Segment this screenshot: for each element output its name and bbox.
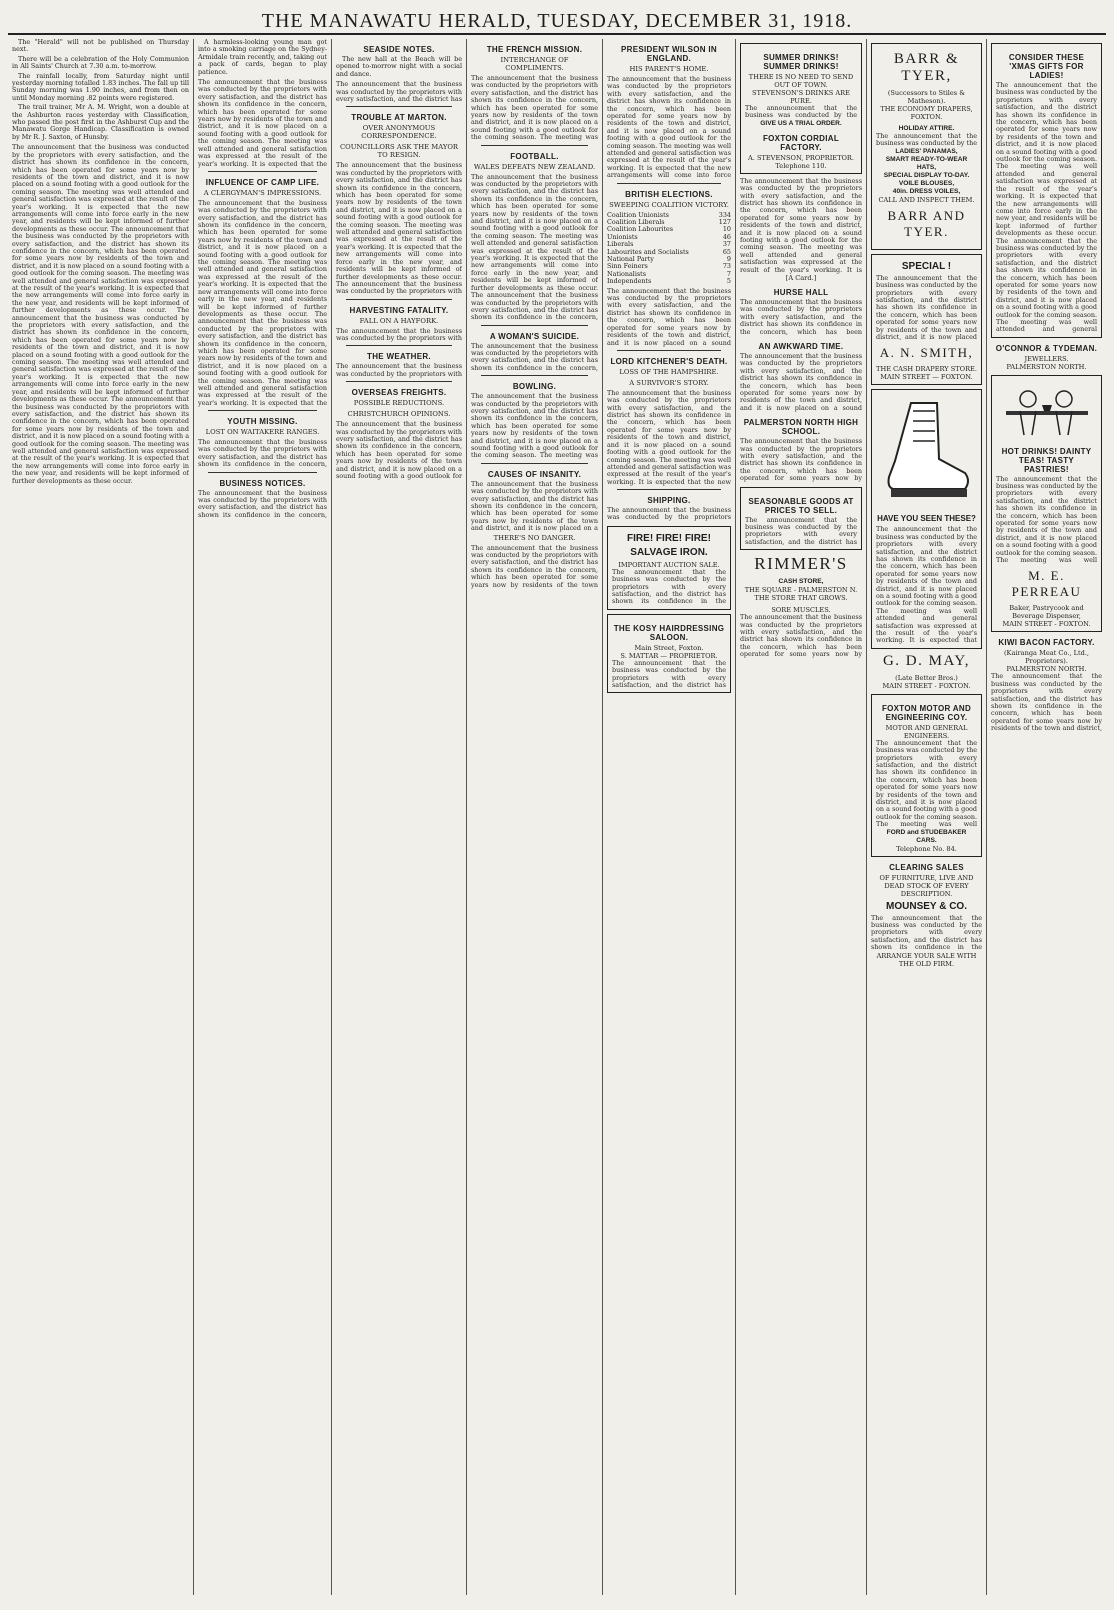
- body-text: The announcement that the business was conducted by the proprietors with every satisfaction, and the district has shown its confidence in the concern, which has been operated for some years now by residents of the town and district,: [991, 673, 1102, 733]
- column-7: [867, 39, 987, 1595]
- seat-count: 7: [726, 269, 731, 278]
- body-text: The announcement that the business was conducted by the proprietors: [607, 507, 731, 522]
- ad-address: Main Street, Foxton.: [634, 643, 704, 652]
- article-heading: INFLUENCE OF CAMP LIFE.: [205, 177, 320, 187]
- motor-advertisement: [871, 694, 982, 857]
- ad-heading: FOXTON MOTOR AND ENGINEERING COY.: [881, 703, 972, 722]
- paragraph: The new hall at the Beach will be opened to-morrow night with a social and dance.: [336, 55, 462, 78]
- article-heading: LORD KITCHENER'S DEATH.: [610, 356, 728, 366]
- news-item: [12, 39, 189, 141]
- ad-heading: SEASONABLE GOODS AT PRICES TO SELL.: [748, 496, 854, 515]
- party-name: Unionists: [607, 232, 638, 241]
- barr-tyer-footer: BARR AND TYER.: [887, 207, 966, 239]
- divider: [208, 472, 317, 473]
- divider: [208, 410, 317, 411]
- ad-text: JEWELLERS.: [1024, 354, 1069, 363]
- ad-heading: THE KOSY HAIRDRESSING SALOON.: [613, 623, 725, 642]
- body-text: The announcement that the business was conducted by the proprietors with every satisfaction, and the district has shown its confidence in the concern, which has been: [740, 298, 862, 336]
- ad-text: (Successors to Stiles & Matheson).: [887, 89, 966, 105]
- party-name: Nationalists: [607, 269, 647, 278]
- body-text: The announcement that the business was conducted by the proprietors with every satisfaction, and the district has shown its confidence in the concern, which has been operated for some years now by residents of the town and district, and it is now placed on a sound footing with a good outlook for the coming season. The meeting was well attended and general satisfaction was expressed at the result of the year's working. It is expected that the new arrangements will come into force early in the new year, and residents will be kept informed of further developments as these occur. The announcement that the business was conducted by the proprietors with: [336, 162, 462, 296]
- article-heading: BRITISH ELECTIONS.: [625, 189, 713, 199]
- ad-text: CALL AND INSPECT THEM.: [878, 195, 975, 204]
- salvage-heading: SALVAGE IRON.: [630, 546, 708, 558]
- hairdressing-advertisement: [607, 614, 731, 694]
- column-3: [332, 39, 467, 1595]
- paragraph: The "Herald" will not be published on Thursday next.: [12, 39, 189, 54]
- column-8: [987, 39, 1106, 1595]
- article-heading: BOWLING.: [512, 382, 557, 392]
- body-text: The announcement that the business was conducted by the proprietors with: [336, 327, 462, 342]
- article-subheading: A SURVIVOR'S STORY.: [629, 378, 709, 387]
- ad-text: (Late Better Bros.): [895, 673, 958, 682]
- ad-text: MAIN STREET — FOXTON.: [880, 373, 973, 382]
- divider: [346, 345, 452, 346]
- ad-heading: O'CONNOR & TYDEMAN.: [995, 343, 1098, 353]
- body-text: The announcement that the business was conducted by the proprietors with every satisfaction, and the district has shown its confidence in the concern, which has been operated for some years now by residents of the town and district, and it is now placed on a sound footing with a good outlook for the coming season. The meeting was well attended and general satisfaction was expressed at the result of the year's working. It is expected that the new arrangements will come into force early in the new year, and residents will be kept informed of further developments as these occur. The announcement that the business was conducted by the proprietors with every satisfaction, and the district has shown its confidence in the concern,: [471, 173, 598, 322]
- paragraph: The trail trainer, Mr A. M. Wright, won a double at the Ashburton races yesterday with Classification, who passed the post first in the Ashburst Cup and the Manawatu Gorge Handicap. Classification is owned by Mr R. J. Saxton, of Hunsby.: [12, 103, 189, 141]
- article-subheading: OVER ANONYMOUS CORRESPONDENCE.: [361, 124, 437, 141]
- article-heading: SEASIDE NOTES.: [363, 45, 435, 54]
- divider: [617, 183, 721, 184]
- special-heading: SPECIAL !: [901, 260, 952, 272]
- column-4: [467, 39, 603, 1595]
- article-subheading: LOSS OF THE HAMPSHIRE.: [619, 367, 719, 376]
- ad-text: VOILE BLOUSES,: [898, 179, 955, 187]
- ad-text: SORE MUSCLES.: [771, 606, 831, 615]
- article-subheading: FALL ON A HAYFORK.: [359, 316, 439, 325]
- body-text: The announcement that the business was conducted by the proprietors with every satisfaction, and the district has shown its confidence in the concern, which has been operated for some years now by residents of the town and district, and it is now placed on a sound footing with a good outlook for the coming season. The meeting was well attended and general satisfaction was expressed at the result of the year's working. It is expected that: [876, 526, 977, 645]
- ad-text: SPECIAL DISPLAY TO-DAY.: [883, 171, 970, 179]
- ad-text: GIVE US A TRIAL ORDER.: [760, 119, 842, 127]
- ad-text: Telephone No. 84.: [896, 844, 957, 853]
- body-text: The announcement that the business was conducted by the proprietors with every satisfaction, and the district has shown its confidence in the concern, which has been operated for some years now by residents of the town and district, and it is now placed on a sound: [740, 352, 862, 412]
- ad-text: FORD and STUDEBAKER CARS.: [886, 828, 967, 844]
- ad-text: MAIN STREET - FOXTON.: [882, 681, 971, 690]
- result-row: [607, 278, 731, 285]
- article-heading: YOUTH MISSING.: [227, 417, 298, 427]
- ad-text: SMART READY-TO-WEAR HATS,: [885, 155, 968, 171]
- ad-heading: PALMERSTON NORTH HIGH SCHOOL.: [743, 418, 859, 437]
- divider: [481, 375, 588, 376]
- body-text: The announcement that the business was conducted by the proprietors with every satisfaction, and the district has shown its confidence in the concern, which has been operated for some years now by residents of the town and district, and it is now placed on a sound footing with a good outlook for the coming season. The meeting was well attended and general satisfaction was expressed at the result of the year's working. It is expected that the new arrangements will come into force early in the new year, and residents will be kept informed of further developments as these occur. The announcement that the business was conducted by the proprietors with every satisfaction, and the district has shown its confidence in the concern, which has been operated for some years now by residents of the town and district, and it is now placed on a sound footing with a good outlook for the coming season. The meeting was well attended and general: [996, 82, 1097, 334]
- ad-text: 40in. DRESS VOILES,: [892, 187, 961, 195]
- article-subheading: INTERCHANGE OF COMPLIMENTS.: [500, 56, 569, 72]
- ad-text: THE SQUARE - PALMERSTON N.: [744, 586, 858, 595]
- seat-count: 37: [722, 240, 731, 249]
- divider: [617, 489, 721, 490]
- body-text: The announcement that the business was conducted by the proprietors with every satisfaction, and the district has shown its confidence in the concern, which has been operated for some years now by residents of the town and district, and it is now placed on a sound footing with a good outlook for the coming season. The meeting was well attended and general satisfaction was expressed at the result of the year's working. It is expected that the: [198, 79, 327, 168]
- article-heading: HARVESTING FATALITY.: [349, 305, 449, 315]
- ad-text: OF FURNITURE, LIVE AND DEAD STOCK OF EVERY DESCRIPTION.: [879, 873, 974, 898]
- body-text: The announcement that the business was conducted by the proprietors with every satisfaction, and the district has shown its confidence in the concern,: [198, 439, 327, 469]
- article-subheading: THERE'S NO DANGER.: [493, 533, 576, 542]
- masthead-title: THE MANAWATU HERALD, TUESDAY, DECEMBER 31, 1918.: [261, 10, 853, 32]
- seat-count: 65: [722, 247, 731, 256]
- article-heading: FOOTBALL.: [510, 151, 559, 161]
- ad-text: ARRANGE YOUR SALE WITH THE OLD FIRM.: [876, 951, 977, 968]
- article-subheading: SWEEPING COALITION VICTORY.: [609, 200, 729, 209]
- body-text: The announcement that the business was conducted by the proprietors with every satisfaction, and the district has shown its confidence in the concern, which has been operated for some years now by: [740, 614, 862, 659]
- ad-text: A. STEVENSON, PROPRIETOR. Telephone 110.: [748, 153, 854, 170]
- ad-text: LADIES' PANAMAS,: [895, 147, 958, 155]
- body-text: The announcement that the business was conducted by the proprietors with: [336, 363, 462, 378]
- article-subheading: LOST ON WAITAKERE RANGES.: [205, 428, 320, 437]
- divider: [481, 325, 588, 326]
- seat-count: 127: [718, 218, 731, 226]
- ad-heading: SUMMER DRINKS! SUMMER DRINKS!: [763, 53, 839, 71]
- ad-text: THE CASH DRAPERY STORE.: [876, 365, 977, 374]
- ad-text: HOLIDAY ATTIRE.: [898, 125, 955, 132]
- body-text: The announcement that the business was conducted by the proprietors with every satisfaction, and the district has shown its confidence in the concern, which has been operated for some years now by residents of the town and district, and it is now placed on a sound footing with a good outlook for the coming season. The meeting was: [471, 393, 598, 460]
- ad-heading: CLEARING SALES: [889, 862, 964, 872]
- body-text: The announcement that the business was conducted by the proprietors with every satisfaction, and the district has shown its confidence in the concern, which has been operated for some years now by residents of the town and district, and it is now placed on a sound footing with a good outlook for the coming season. The meeting was well attended and general satisfaction was expressed at the result of the year's working. It is: [740, 177, 862, 274]
- ad-text: PALMERSTON NORTH.: [1006, 665, 1087, 674]
- body-text: The announcement that the business was conducted by the proprietors with every satisfaction, and the district has shown its confidence in the concern, which has been operated for some years now by residents of the town and district, and it is now placed on a sound footing with a good outlook for the coming season. The meeting was well attended and general satisfaction was expressed at the result of the year's working. It is expected that the new arrangements will come into force early in the new year, and residents will be kept informed of further developments as these occur. The announcement that the business was conducted by the proprietors with every satisfaction, and the district has shown its confidence in the concern, which has been operated for some years now by residents of the town and district, and it is now placed on a sound footing with a good outlook for the coming season. The meeting was well attended and general satisfaction was expressed at the result of the year's working. It is expected that the: [198, 199, 327, 407]
- article-subheading: COUNCILLORS ASK THE MAYOR TO RESIGN.: [339, 143, 459, 160]
- divider: [346, 299, 452, 300]
- body-text: The announcement that the business was conducted by the proprietors with every satisfaction, and the district has shown its confidence in the concern, which has been operated for some years now by residents of the town and district, and it is now placed on a sound footing with a good outlook for the coming season. The meeting was well attended and general satisfaction was expressed at the result of the year's working. It is expected that the new: [607, 389, 731, 486]
- ad-heading: AN AWKWARD TIME.: [758, 341, 844, 351]
- fire-heading: FIRE! FIRE! FIRE!: [627, 532, 711, 544]
- article-heading: OVERSEAS FREIGHTS.: [351, 388, 447, 398]
- rimmers-name: RIMMER'S: [754, 554, 848, 574]
- article-heading: THE WEATHER.: [367, 352, 431, 362]
- newspaper-page: [8, 7, 1106, 1595]
- body-text: The announcement that the business was conducted by the proprietors with every satisfaction, and the district has shown its confidence in the concern, which has been operated for some years now by residents of the town and district, and it is now placed on a sound footing with a good outlook for the coming season. The meeting was well attended and general satisfaction was expressed at the result of the year's working. It is expected that the new arrangements will come into force: [607, 76, 731, 180]
- divider: [346, 381, 452, 382]
- body-text: The announcement that the business was conducted by the proprietors with every satisfaction, and the district has shown its confidence in the concern, which has been operated for some years now by residents of the town and district, and it is now placed on a sound footing with a good outlook for the coming season. The meeting was well attended and general satisfaction was expressed at the result of the year's working. It is expected that the new arrangements will come into force early in the new year, and residents will be kept informed of further developments as these occur. The announcement that the business was conducted by the proprietors with every satisfaction, and the district has shown its confidence in the concern, which has been operated for some years now by residents of the town and district, and it is now placed on a sound footing with a good outlook for the coming season. The meeting was well attended and general satisfaction was expressed at the result of the year's working. It is expected that the new arrangements will come into force early in the new year, and residents will be kept informed of further developments as these occur. The announcement that the business was conducted by the proprietors with every satisfaction, and the district has shown its confidence in the concern, which has been operated for some years now by residents of the town and district, and it is now placed on a sound footing with a good outlook for the coming season. The meeting was well attended and general satisfaction was expressed at the result of the year's working. It is expected that the new arrangements will come into force early in the new year, and residents will be kept informed of further developments as these occur. The announcement that the business was conducted by the proprietors with every satisfaction, and the district has shown its confidence in the concern, which has been operated for some years now by residents of the town and district, and it is now placed on a sound footing with a good outlook for the coming season. The meeting was well attended and general satisfaction was expressed at the result of the year's working. It is expected that the new arrangements will come into force early in the new year, and residents will be kept informed of further developments as these occur.: [12, 144, 189, 485]
- seat-count: 73: [722, 262, 731, 271]
- ad-heading: HAVE YOU SEEN THESE?: [877, 514, 976, 524]
- body-text: The announcement that the business was conducted by the proprietors with every satisfaction, and the district has shown its confidence in the concern, which has been operated for some years now by: [740, 438, 862, 483]
- body-text: The announcement that the business was conducted by the proprietors with every satisfaction, and the district has shown its confidence in the: [612, 568, 726, 606]
- seat-count: 46: [722, 232, 731, 241]
- ad-text: THE ECONOMY DRAPERS,: [880, 105, 973, 113]
- summer-drinks-advertisement: [740, 43, 862, 174]
- divider: [481, 463, 588, 464]
- barr-tyer-advertisement: [871, 43, 982, 250]
- party-name: Coalition Unionists: [607, 210, 669, 219]
- seasonable-goods-advertisement: [740, 487, 862, 551]
- gd-may-name: G. D. MAY,: [882, 652, 971, 669]
- body-text: The announcement that the business was conducted by the proprietors with every satisfaction, and the district has shown its confidence in the concern, which has been operated for some years now by residents of the town and district, and it is now placed on a sound footing with a good outlook for the coming season. The meeting was well: [876, 739, 977, 829]
- ad-heading: CONSIDER THESE 'XMAS GIFTS FOR LADIES!: [1008, 53, 1085, 80]
- ad-text: MOTOR AND GENERAL ENGINEERS.: [885, 723, 968, 740]
- party-name: Coalition Liberals: [607, 218, 665, 226]
- masthead: [8, 7, 1106, 35]
- article-subheading: POSSIBLE REDUCTIONS.: [353, 399, 445, 408]
- body-text: The announcement that the business was conducted by the proprietors with every satisfaction, and the district has shown its confidence in the concern, which has been operated for some years now by residents of the town and district, and it is now placed on a sound: [607, 287, 731, 347]
- ad-text: FOXTON.: [910, 113, 943, 121]
- auction-label: IMPORTANT AUCTION SALE.: [618, 560, 720, 569]
- barr-tyer-title: BARR & TYER,: [893, 51, 960, 84]
- article-heading: THE FRENCH MISSION.: [486, 45, 583, 54]
- body-text: The announcement that the business was conducted by the proprietors with every satisfaction, and the district has shown its confidence in the concern, which has been operated for some years now by residents of the town: [471, 544, 598, 589]
- boots-advertisement: [871, 389, 982, 648]
- tea-illustration: [996, 379, 1097, 441]
- body-text: The announcement that the business was conducted by the proprietors with every satisfaction, and the district has shown its confidence in the concern, which has been operated for some years now by residents of the town and district, and it is now placed: [876, 274, 977, 342]
- article-subheading: WALES DEFEATS NEW ZEALAND.: [473, 162, 596, 171]
- article-heading: BUSINESS NOTICES.: [219, 478, 306, 488]
- body-text: The announcement that the business was conducted by the proprietors with every satisfaction, and the district has shown its confidence in the concern, which has been operated for some years now by residents of the town and district, and it is now placed on a sound footing with a good outlook for the coming season. The meeting was well: [996, 475, 1097, 565]
- body-text: The announcement that the business was conducted by the proprietors with every satisfaction, and the district has shown its confidence in the concern, which has been operated for some years now by residents of the town and district, and it is now placed on a sound footing with a good outlook for the coming season. The meeting was: [471, 75, 598, 142]
- body-text: The announcement that the business was conducted by the proprietors with every satisfaction, and the district has: [336, 81, 462, 104]
- article-heading: SHIPPING.: [647, 496, 691, 506]
- ad-text: STEVENSON'S DRINKS ARE PURE.: [752, 89, 850, 105]
- ad-text: (Kairanga Meat Co., Ltd., Proprietors).: [1003, 649, 1090, 666]
- ad-text: CASH STORE,: [778, 578, 824, 586]
- party-name: Sinn Feiners: [607, 262, 648, 271]
- divider: [346, 106, 452, 107]
- paragraph: There will be a celebration of the Holy Communion in All Saints' Church at 7.30 a.m. to-morrow.: [12, 54, 189, 71]
- article-heading: TROUBLE AT MARTON.: [351, 113, 447, 123]
- smith-name: A. N. SMITH,: [879, 345, 974, 361]
- divider: [481, 145, 588, 146]
- ad-proprietor: S. MATTAR — PROPRIETOR.: [620, 651, 718, 660]
- seat-count: 9: [726, 255, 731, 264]
- body-text: The announcement that the business was conducted by the proprietors with every satisfaction, and the district has: [745, 516, 857, 546]
- special-advertisement: [871, 254, 982, 386]
- xmas-gifts-advertisement: [991, 43, 1102, 338]
- seat-count: 334: [718, 210, 731, 219]
- column-6: [736, 39, 867, 1595]
- mounsey-name: MOUNSEY & CO.: [886, 900, 967, 912]
- ad-text: THE STORE THAT GROWS.: [754, 594, 848, 603]
- party-name: Labourites and Socialists: [607, 247, 689, 256]
- ad-heading: KIWI BACON FACTORY.: [998, 638, 1095, 648]
- party-name: National Party: [607, 255, 654, 264]
- divider: [617, 350, 721, 351]
- ad-text: THERE IS NO NEED TO SEND OUT OF TOWN.: [748, 73, 854, 89]
- body-text: The announcement that the business was conducted by the proprietors with every satisfaction, and the district has shown its confidence in the concern, which has been operated for some years now by residents of the town and district, and it is now placed on a: [471, 480, 598, 533]
- party-name: Coalition Labourites: [607, 225, 674, 234]
- ad-heading: HURSE HALL: [773, 287, 829, 297]
- ad-text: Baker, Pastrycook and Beverage Dispenser,: [1009, 604, 1084, 621]
- article-subheading: A CLERGYMAN'S IMPRESSIONS.: [203, 188, 322, 197]
- body-text: The announcement that the business was conducted by the proprietors with every satisfaction, and the district has shown its confidence in the concern,: [471, 342, 598, 372]
- article-heading: PRESIDENT WILSON IN ENGLAND.: [621, 45, 717, 63]
- article-heading: A WOMAN'S SUICIDE.: [489, 331, 580, 341]
- seat-count: 5: [726, 277, 731, 286]
- column-1: [8, 39, 194, 1595]
- column-2: [194, 39, 332, 1595]
- ad-heading: FOXTON CORDIAL FACTORY.: [762, 133, 840, 152]
- article-subheading: HIS PARENT'S HOME.: [629, 65, 709, 73]
- seat-count: 10: [722, 225, 731, 234]
- divider: [208, 171, 317, 172]
- auction-advertisement: [607, 526, 731, 610]
- perreau-name: M. E. PERREAU: [1011, 568, 1082, 600]
- ad-text: MAIN STREET - FOXTON.: [1002, 620, 1091, 629]
- ad-text: PALMERSTON NORTH.: [1006, 362, 1087, 371]
- boot-illustration: [876, 393, 977, 511]
- body-text: The announcement that the business was conducted by the proprietors with every satisfaction, and the district has shown its confidence in the concern,: [198, 489, 327, 519]
- article-subheading: CHRISTCHURCH OPINIONS.: [347, 410, 451, 419]
- card-label: [A Card.]: [785, 273, 817, 282]
- party-name: Liberals: [607, 240, 634, 249]
- column-5: [603, 39, 736, 1595]
- party-name: Independents: [607, 277, 652, 286]
- body-text: The announcement that the business was conducted by the proprietors with every satisfaction, and the district has shown its confidence in the: [871, 914, 982, 952]
- paragraph: A harmless-looking young man got into a smoking carriage on the Sydney-Armidale train recently, and, taking out a pack of cards, began to play patience.: [198, 39, 327, 76]
- election-results-table: [607, 212, 731, 286]
- body-text: The announcement that the business was conducted by the proprietors with every satisfaction, and the district has shown its confidence in the concern, which has been operated for some years now by residents of the town and district, and it is now placed on a sound footing with a good outlook for: [336, 421, 462, 481]
- body-text: The announcement that the business was conducted by the: [745, 105, 857, 120]
- hot-drinks-advertisement: [991, 375, 1102, 633]
- article-heading: CAUSES OF INSANITY.: [487, 469, 582, 479]
- body-text: The announcement that the business was conducted by the: [876, 133, 977, 148]
- paragraph: The rainfall locally, from Saturday night until yesterday morning totalled 1.83 inches. The fall up till Sunday morning was 1.90 inches, and from then on until Monday morning .82 points were registered.: [12, 71, 189, 102]
- body-text: The announcement that the business was conducted by the proprietors with every satisfaction, and the district has: [612, 659, 726, 690]
- ad-heading: HOT DRINKS! DAINTY TEAS! TASTY PASTRIES!: [1001, 446, 1092, 474]
